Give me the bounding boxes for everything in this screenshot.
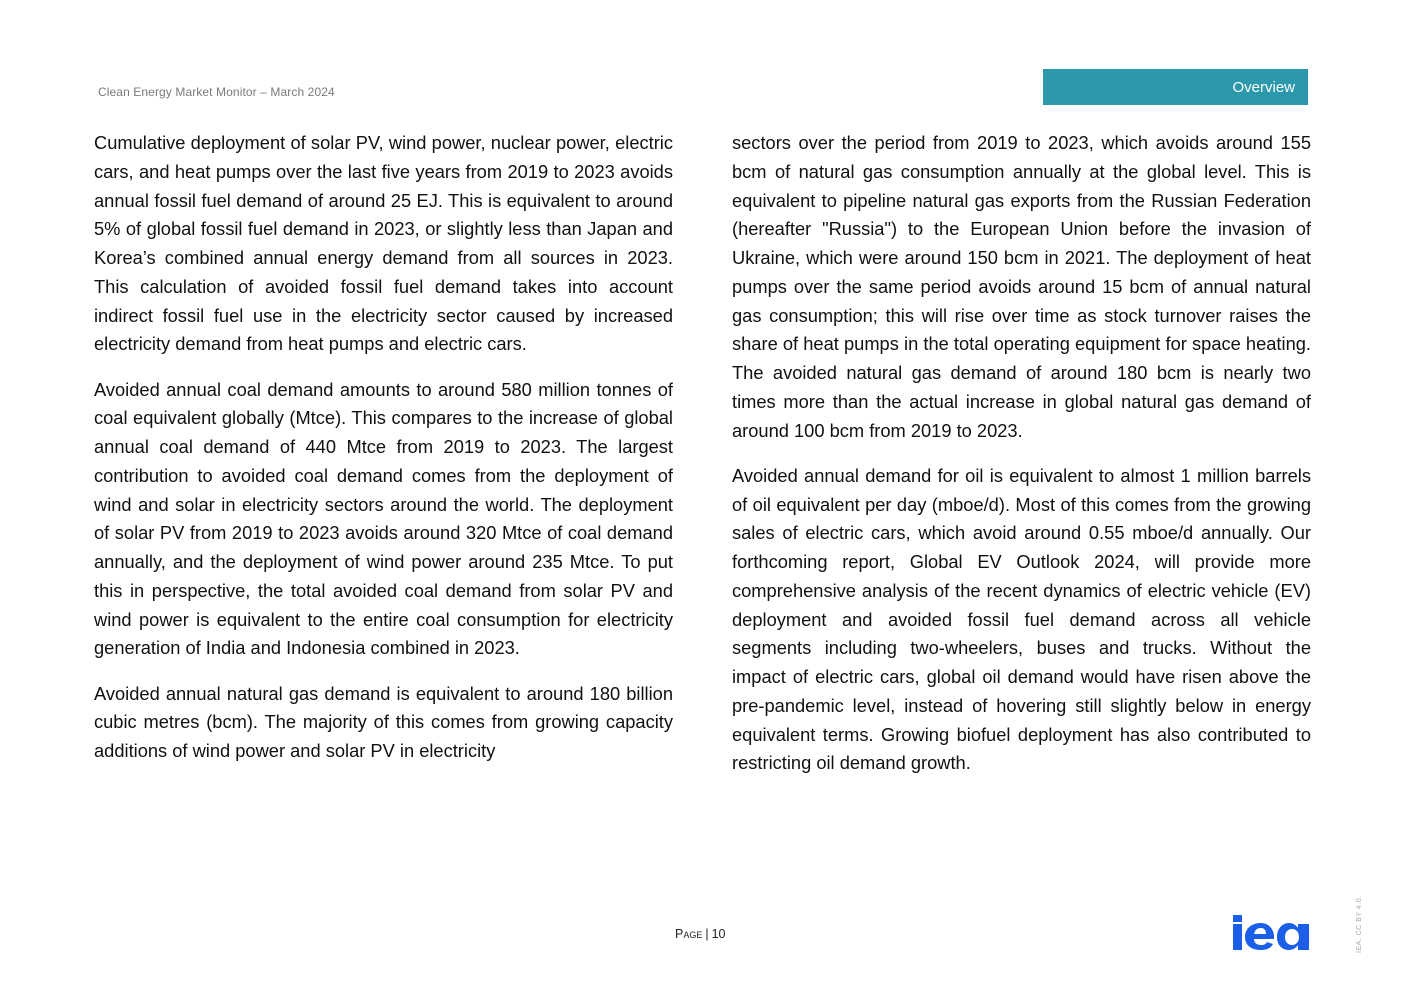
page-separator: | [705, 927, 709, 941]
license-note: IEA. CC BY 4.0. [1356, 895, 1363, 953]
page-label: Page [675, 927, 703, 941]
page-number-value: 10 [711, 927, 726, 941]
iea-logo [1232, 915, 1310, 951]
page-number [675, 927, 726, 941]
paragraph: sectors over the period from 2019 to 2023, which avoids around 155 bcm of natural gas consumption annually at the global level. This is equivalent to pipeline natural gas exports from the Russian Federation (hereafter "Russia") to the European Union before the invasion of Ukraine, which were around 150 bcm in 2021. The deployment of heat pumps over the same period avoids around 15 bcm of annual natural gas consumption; this will rise over time as stock turnover raises the share of heat pumps in the total operating equipment for space heating. The avoided natural gas demand of around 180 bcm is nearly two times more than the actual increase in global natural gas demand of around 100 bcm from 2019 to 2023. [732, 132, 1311, 441]
paragraph: Avoided annual coal demand amounts to around 580 million tonnes of coal equivalent globally (Mtce). This compares to the increase of global annual coal demand of 440 Mtce from 2019 to 2023. The largest contribution to avoided coal demand comes from the deployment of wind and solar in electricity sectors around the world. The deployment of solar PV from 2019 to 2023 avoids around 320 Mtce of coal demand annually, and the deployment of wind power around 235 Mtce. To put this in perspective, the total avoided coal demand from solar PV and wind power is equivalent to the entire coal consumption for electricity generation of India and Indonesia combined in 2023. [94, 378, 673, 659]
paragraph: Avoided annual demand for oil is equivalent to almost 1 million barrels of oil equivalent per day (mboe/d). Most of this comes from the growing sales of electric cars, which avoid around 0.55 mboe/d annually. Our forthcoming report, Global EV Outlook 2024, will provide more comprehensive analysis of the recent dynamics of electric vehicle (EV) deployment and avoided fossil fuel demand across all vehicle segments including two-wheelers, buses and trucks. Without the impact of electric cars, global oil demand would have risen above the pre-pandemic level, instead of hovering still slightly below in energy equivalent terms. Growing biofuel deployment has also contributed to restricting oil demand growth. [732, 464, 1311, 774]
paragraph: Avoided annual natural gas demand is equivalent to around 180 billion cubic metres (bcm). The majority of this comes from growing capacity additions of wind power and solar PV in electricity [94, 682, 673, 761]
paragraph: Cumulative deployment of solar PV, wind power, nuclear power, electric cars, and heat pumps over the last five years from 2019 to 2023 avoids annual fossil fuel demand of around 25 EJ. This is equivalent to around 5% of global fossil fuel demand in 2023, or slightly less than Japan and Korea’s combined annual energy demand from all sources in 2023. This calculation of avoided fossil fuel demand takes into account indirect fossil fuel use in the electricity sector caused by increased electricity demand from heat pumps and electric cars. [94, 132, 673, 355]
document-title: Clean Energy Market Monitor – March 2024 [98, 85, 335, 99]
section-badge: Overview [1043, 69, 1308, 105]
right-text-column [732, 129, 1311, 795]
left-text-column [94, 129, 673, 782]
